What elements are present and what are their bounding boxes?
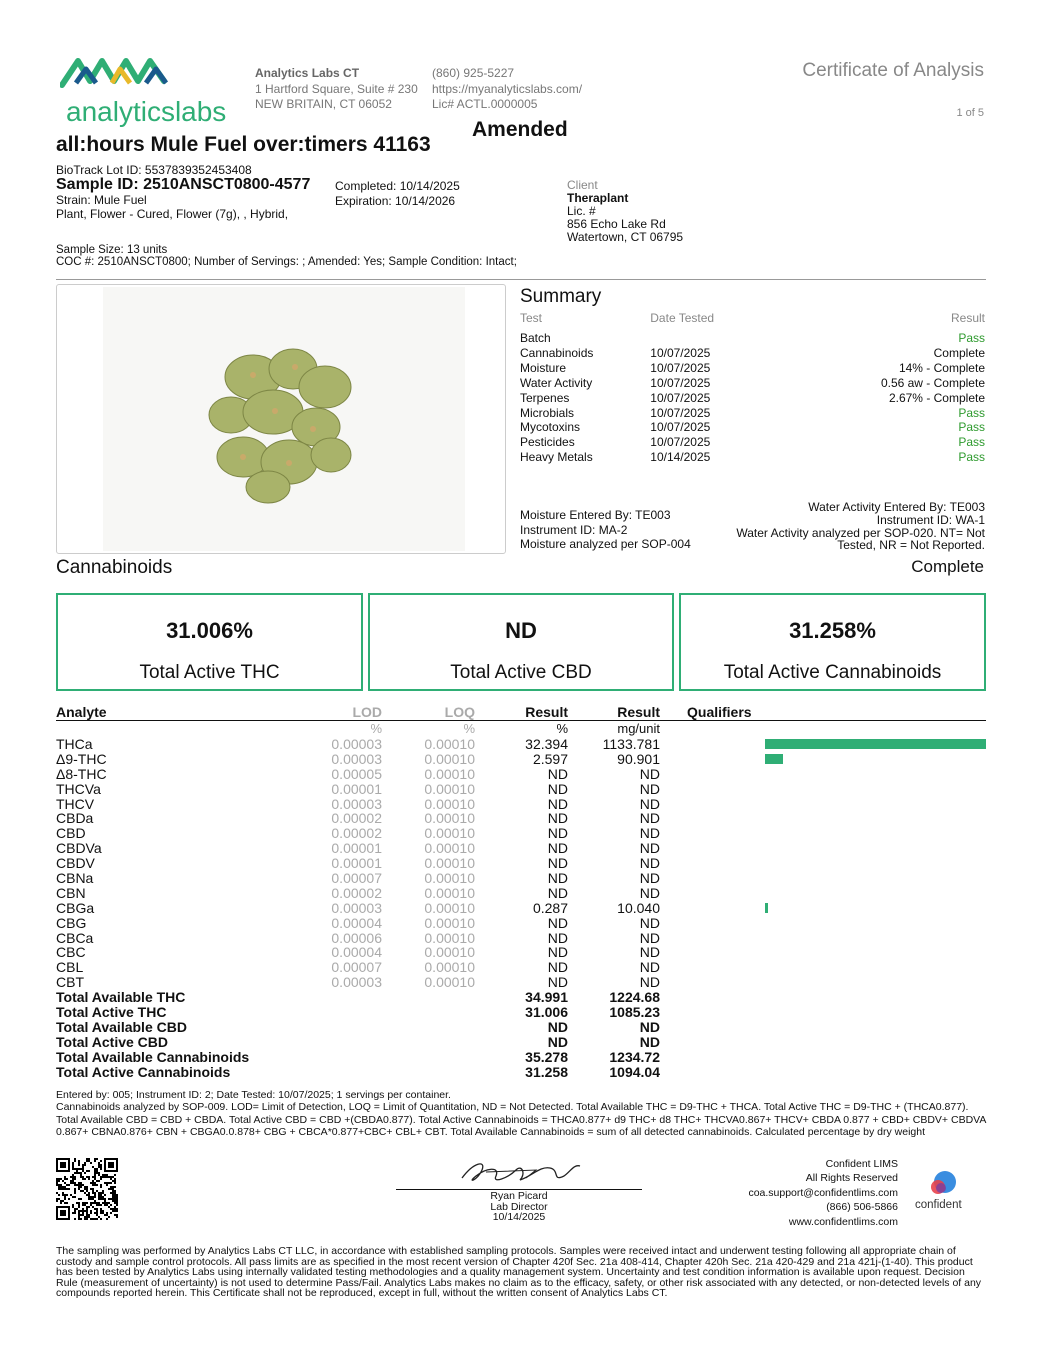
analyte-loq: 0.00010: [424, 750, 475, 767]
total-result-pct: ND: [547, 1033, 568, 1050]
analyte-result-mg: ND: [639, 929, 660, 946]
analyte-name: Δ8-THC: [56, 765, 107, 782]
total-active-cannabinoids-label: Total Active Cannabinoids: [723, 662, 942, 683]
analyte-lod: 0.00002: [331, 810, 382, 827]
total-result-pct: 35.278: [525, 1048, 568, 1065]
summary-date: 10/07/2025: [650, 420, 711, 435]
signer-name: Ryan Picard: [490, 1190, 548, 1202]
sample-dates: [335, 179, 460, 208]
total-result-pct: ND: [547, 1018, 568, 1035]
sample-details: [56, 194, 288, 221]
analyte-lod: 0.00007: [331, 870, 382, 887]
analyte-result-pct: ND: [547, 780, 568, 797]
summary-row: [520, 450, 985, 465]
analyte-row: [56, 975, 986, 990]
unit-lod: %: [370, 721, 382, 736]
summary-result: Pass: [958, 450, 985, 465]
signer-title: Lab Director: [490, 1200, 548, 1213]
analyte-row: [56, 826, 986, 841]
total-active-cbd-box: [368, 593, 674, 691]
moisture-entered-by: Moisture Entered By: TE003: [520, 508, 671, 522]
analyte-row: [56, 886, 986, 901]
analyte-result-pct: ND: [547, 929, 568, 946]
summary-table: [520, 311, 985, 465]
analyte-result-mg: 1133.781: [602, 736, 660, 752]
summary-header-test: Test: [520, 311, 543, 325]
total-result-pct: 31.006: [525, 1004, 568, 1021]
col-analyte: Analyte: [56, 704, 107, 720]
analyte-name: CBGa: [56, 899, 95, 916]
document-title: Certificate of Analysis: [802, 60, 984, 81]
lab-address-2: NEW BRITAIN, CT 06052: [255, 97, 392, 111]
summary-date: 10/07/2025: [650, 360, 711, 375]
lims-name: Confident LIMS: [825, 1158, 898, 1170]
summary-test: Batch: [520, 331, 551, 345]
lab-info: [255, 66, 418, 113]
lims-info: [748, 1157, 898, 1229]
total-result-mg: ND: [639, 1033, 660, 1050]
col-loq: LOQ: [444, 704, 475, 720]
total-result-pct: 31.258: [525, 1063, 568, 1080]
signer-date: 10/14/2025: [492, 1211, 546, 1223]
summary-test: Microbials: [520, 405, 575, 420]
total-name: Total Available THC: [56, 989, 186, 1006]
analyte-result-mg: 10.040: [617, 899, 660, 916]
summary-test: Cannabinoids: [520, 345, 594, 360]
analyte-loq: 0.00010: [424, 855, 475, 872]
moisture-info: [520, 508, 691, 552]
client-address-1: 856 Echo Lake Rd: [567, 217, 666, 231]
analyte-result-pct: ND: [547, 944, 568, 961]
analyte-result-mg: ND: [639, 870, 660, 887]
analyte-row: [56, 797, 986, 812]
analyte-name: THCa: [56, 736, 93, 752]
analyte-result-pct: ND: [547, 959, 568, 976]
total-result-mg: 1224.68: [609, 989, 660, 1006]
unit-loq: %: [463, 721, 475, 736]
analyte-name: CBDa: [56, 810, 94, 827]
analyte-row: [56, 901, 986, 916]
client-name: Theraplant: [567, 191, 629, 205]
analyte-result-pct: 0.287: [532, 899, 568, 916]
analyte-row: [56, 752, 986, 767]
summary-row: [520, 376, 985, 391]
summary-test: Heavy Metals: [520, 450, 593, 465]
analyte-lod: 0.00006: [331, 929, 382, 946]
lab-phone: (860) 925-5227: [432, 66, 515, 80]
analyte-result-mg: ND: [639, 765, 660, 782]
summary-date: 10/07/2025: [650, 405, 711, 420]
analyte-result-mg: ND: [639, 884, 660, 901]
analyte-row: [56, 811, 986, 826]
matrix: Plant, Flower - Cured, Flower (7g), , Hybrid,: [56, 206, 289, 221]
analyte-row: [56, 767, 986, 782]
analyte-name: CBC: [56, 944, 86, 961]
analyte-result-pct: ND: [547, 855, 568, 872]
analyte-result-pct: 2.597: [532, 750, 568, 767]
cannabinoids-status: Complete: [911, 557, 984, 576]
analyte-result-mg: ND: [639, 944, 660, 961]
amended-label: Amended: [472, 118, 568, 141]
analyte-loq: 0.00010: [424, 959, 475, 976]
product-image: [103, 287, 465, 551]
analyte-row: [56, 782, 986, 797]
total-active-thc-box: [56, 593, 363, 691]
analyte-lod: 0.00001: [331, 840, 382, 857]
analyte-result-pct: ND: [547, 795, 568, 812]
analyte-loq: 0.00010: [424, 870, 475, 887]
analyte-row: [56, 856, 986, 871]
analyte-row: [56, 841, 986, 856]
lot-id: BioTrack Lot ID: 5537839352453408: [56, 163, 252, 177]
disclaimer: The sampling was performed by Analytics Labs CT LLC, in accordance with established sampling protocols. Samples were received intact and underwent testing following all appropriate chain of custody and sample control protocols. All pass limits are as specified in the most recent version of Chapter 420f Sec. 21a 408-414, Chapter 420h Sec. 21a 420-429 and 21a 421j-(1-40). This product has been tested by Analytics Labs using internally validated testing methodologies and a quality management system. Uncertainty and test condition information is available upon request. Decision Rule (measurement of uncertainty) is not used to determine Pass/Fail. Analytics Labs makes no claim as to the efficacy, safety, or other risk associated with any detected, or non-detected levels of any compounds reported herein. This Certificate shall not be reproduced, except in full, without the written consent of Analytics Labs CT.: [56, 1245, 982, 1300]
analyte-lod: 0.00005: [331, 765, 382, 782]
col-result-mg: Result: [617, 704, 660, 720]
summary-result: Pass: [958, 435, 985, 450]
analyte-lod: 0.00003: [331, 795, 382, 812]
total-row: [56, 990, 986, 1005]
summary-date: 10/07/2025: [650, 390, 711, 405]
wa-instrument: Instrument ID: WA-1: [876, 512, 985, 527]
summary-result: 14% - Complete: [898, 360, 985, 375]
analyte-result-pct: ND: [547, 840, 568, 857]
confident-wordmark: confident: [915, 1199, 962, 1211]
total-name: Total Active CBD: [56, 1033, 169, 1050]
wa-sop-2: Tested, NR = Not Reported.: [837, 538, 985, 553]
summary-result: Complete: [933, 345, 985, 360]
analyte-table-body: [56, 737, 986, 1079]
total-row: [56, 1035, 986, 1050]
sample-size: Sample Size: 13 units: [56, 244, 168, 256]
analyte-result-pct: ND: [547, 765, 568, 782]
summary-title: Summary: [520, 286, 602, 307]
summary-date: 10/07/2025: [650, 345, 711, 360]
analyte-lod: 0.00004: [331, 944, 382, 961]
total-row: [56, 1065, 986, 1080]
summary-test: Moisture: [520, 360, 567, 375]
analyte-lod: 0.00001: [331, 855, 382, 872]
analyte-loq: 0.00010: [424, 736, 475, 752]
analyte-name: CBNa: [56, 870, 94, 887]
summary-test: Pesticides: [520, 435, 575, 450]
analyte-loq: 0.00010: [424, 884, 475, 901]
sample-size-info: [56, 244, 517, 268]
lab-address-1: 1 Hartford Square, Suite # 230: [255, 81, 418, 96]
summary-row: [520, 435, 985, 450]
summary-header-result: Result: [950, 311, 985, 325]
analyte-name: CBCa: [56, 929, 94, 946]
summary-date: 10/07/2025: [650, 435, 711, 450]
product-image-frame: [56, 284, 506, 554]
summary-row: [520, 406, 985, 421]
total-row: [56, 1050, 986, 1065]
summary-result: 2.67% - Complete: [888, 390, 985, 405]
analyte-result-mg: ND: [639, 914, 660, 931]
total-active-thc-value: 31.006%: [166, 618, 253, 643]
signature-image: [456, 1156, 586, 1190]
notes-method: Cannabinoids analyzed by SOP-009. LOD= Limit of Detection, LOQ = Limit of Quantitation, ND = Not Detected. Total Available THC = D9-THC + THCA. Total Active THC = D9-THC + (THCA0.877). Total Available CBD = CBD + CBDA. Total Active CBD = CBD +(CBDA0.877). Total Active Cannabinoids = THCA0.877+ d9 THC+ d8 THC+ THCVA0.867+ THCV+ CBDA 0.877 + CBD+ CBDV+ CBDVA 0.867+ CBNA0.876+ CBN + CBGA0.0.878+ CBG + CBCA*0.877+CBC+ CBL+ CBT. Total Available Cannabinoids = sum of all detected cannabinoids. Calculated percentage by dry weight: [56, 1101, 986, 1138]
completed-date: Completed: 10/14/2025: [335, 179, 460, 193]
analyte-name: THCVa: [56, 780, 101, 797]
analyte-loq: 0.00010: [424, 825, 475, 842]
analyte-result-mg: ND: [639, 795, 660, 812]
analyte-name: CBL: [56, 959, 84, 976]
strain: Strain: Mule Fuel: [56, 193, 147, 207]
analyte-lod: 0.00002: [331, 825, 382, 842]
col-lod: LOD: [352, 704, 382, 720]
total-active-cannabinoids-value: 31.258%: [789, 618, 876, 643]
analyte-lod: 0.00003: [331, 974, 382, 991]
analyte-lod: 0.00003: [331, 736, 382, 752]
summary-row: [520, 361, 985, 376]
analyte-name: CBDVa: [56, 840, 102, 857]
signer-info: [396, 1191, 642, 1223]
lab-name: Analytics Labs CT: [255, 66, 360, 80]
total-result-mg: 1094.04: [609, 1063, 660, 1080]
client-address-2: Watertown, CT 06795: [567, 230, 684, 244]
analyte-result-pct: ND: [547, 870, 568, 887]
analyte-lod: 0.00007: [331, 959, 382, 976]
svg-text:analyticslabs: analyticslabs: [66, 96, 227, 127]
total-active-cannabinoids-box: [679, 593, 986, 691]
analyte-table-header: [56, 704, 986, 721]
analyte-result-mg: ND: [639, 840, 660, 857]
summary-date: [650, 331, 800, 346]
col-result-pct: Result: [525, 704, 568, 720]
analyte-row: [56, 737, 986, 752]
unit-result-mg: mg/unit: [617, 721, 660, 736]
cannabinoids-title: Cannabinoids: [56, 557, 173, 578]
summary-row: [520, 331, 985, 346]
total-name: Total Available CBD: [56, 1018, 187, 1035]
analytics-labs-logo: [60, 55, 240, 130]
analyte-result-pct: ND: [547, 884, 568, 901]
product-title: all:hours Mule Fuel over:timers 41163: [56, 133, 431, 156]
analyte-result-mg: ND: [639, 825, 660, 842]
analyte-loq: 0.00010: [424, 840, 475, 857]
summary-result: Pass: [958, 331, 985, 345]
sample-id: Sample ID: 2510ANSCT0800-4577: [56, 176, 311, 193]
analyte-result-pct: ND: [547, 974, 568, 991]
total-name: Total Active Cannabinoids: [56, 1063, 231, 1080]
summary-test: Terpenes: [520, 390, 570, 405]
analyte-result-mg: 90.901: [617, 750, 660, 767]
analyte-lod: 0.00001: [331, 780, 382, 797]
water-activity-info: [695, 501, 985, 552]
summary-date: 10/07/2025: [650, 375, 711, 390]
analyte-loq: 0.00010: [424, 899, 475, 916]
coc-info: COC #: 2510ANSCT0800; Number of Servings: ; Amended: Yes; Sample Condition: Intact;: [56, 256, 517, 268]
analyte-loq: 0.00010: [424, 765, 475, 782]
lims-phone: (866) 506-5866: [826, 1201, 898, 1214]
analyte-name: CBDV: [56, 855, 95, 872]
lab-website[interactable]: https://myanalyticslabs.com/: [432, 81, 583, 96]
analyte-row: [56, 871, 986, 886]
analyte-row: [56, 931, 986, 946]
lab-contact: [432, 66, 582, 113]
analyte-name: Δ9-THC: [56, 750, 107, 767]
method-notes: [56, 1089, 986, 1138]
total-result-pct: 34.991: [525, 989, 568, 1006]
total-name: Total Available Cannabinoids: [56, 1048, 250, 1065]
total-active-thc-label: Total Active THC: [139, 662, 280, 683]
wa-sop-1: Water Activity analyzed per SOP-020. NT= Not: [736, 525, 985, 540]
summary-date: 10/14/2025: [650, 450, 711, 465]
page-number: 1 of 5: [956, 107, 984, 119]
summary-result: Pass: [958, 405, 985, 420]
lab-license: Lic# ACTL.0000005: [432, 97, 538, 111]
total-result-mg: 1085.23: [609, 1004, 660, 1021]
analyte-result-mg: ND: [639, 780, 660, 797]
analyte-lod: 0.00002: [331, 884, 382, 901]
unit-result-pct: %: [556, 721, 568, 736]
total-active-cbd-value: ND: [505, 618, 537, 643]
client-license: Lic. #: [567, 204, 596, 218]
summary-header-date: Date Tested: [650, 311, 715, 325]
analyte-bar: [765, 903, 768, 913]
analyte-result-mg: ND: [639, 855, 660, 872]
analyte-row: [56, 945, 986, 960]
analyte-result-pct: ND: [547, 810, 568, 827]
analyte-name: CBD: [56, 825, 86, 842]
analyte-loq: 0.00010: [424, 810, 475, 827]
lims-email[interactable]: coa.support@confidentlims.com: [748, 1186, 898, 1199]
analyte-result-mg: ND: [639, 810, 660, 827]
total-result-mg: 1234.72: [609, 1048, 660, 1065]
analyte-loq: 0.00010: [424, 914, 475, 931]
total-name: Total Active THC: [56, 1004, 167, 1021]
lims-website[interactable]: www.confidentlims.com: [788, 1215, 898, 1228]
summary-row: [520, 346, 985, 361]
divider: [56, 279, 986, 280]
moisture-instrument: Instrument ID: MA-2: [520, 522, 628, 537]
analyte-row: [56, 960, 986, 975]
summary-result: Pass: [958, 420, 985, 435]
summary-row: [520, 420, 985, 435]
summary-result: 0.56 aw - Complete: [880, 375, 985, 390]
client-label: Client: [567, 178, 598, 192]
analyte-bar: [765, 739, 986, 749]
analyte-lod: 0.00003: [331, 899, 382, 916]
analyte-loq: 0.00010: [424, 795, 475, 812]
total-active-cbd-label: Total Active CBD: [450, 662, 592, 683]
total-result-mg: ND: [639, 1018, 660, 1035]
analyte-result-pct: ND: [547, 825, 568, 842]
moisture-sop: Moisture analyzed per SOP-004: [520, 537, 691, 551]
analyte-bar: [765, 754, 783, 764]
total-row: [56, 1005, 986, 1020]
wa-entered-by: Water Activity Entered By: TE003: [808, 500, 985, 514]
analyte-loq: 0.00010: [424, 780, 475, 797]
analyte-name: CBG: [56, 914, 87, 931]
qr-code[interactable]: [56, 1158, 118, 1220]
analyte-result-mg: ND: [639, 959, 660, 976]
notes-entry: Entered by: 005; Instrument ID: 2; Date Tested: 10/07/2025; 1 servings per container.: [56, 1089, 451, 1101]
summary-row: [520, 391, 985, 406]
analyte-lod: 0.00004: [331, 914, 382, 931]
summary-test: Mycotoxins: [520, 420, 581, 435]
expiration-date: Expiration: 10/14/2026: [335, 193, 456, 208]
analyte-result-pct: ND: [547, 914, 568, 931]
summary-test: Water Activity: [520, 375, 593, 390]
analyte-name: THCV: [56, 795, 95, 812]
analyte-loq: 0.00010: [424, 974, 475, 991]
analyte-loq: 0.00010: [424, 944, 475, 961]
analyte-result-pct: 32.394: [525, 736, 568, 752]
analyte-name: CBT: [56, 974, 84, 991]
lims-rights: All Rights Reserved: [805, 1172, 898, 1185]
analyte-result-mg: ND: [639, 974, 660, 991]
total-row: [56, 1020, 986, 1035]
client-info: [567, 179, 683, 244]
analyte-lod: 0.00003: [331, 750, 382, 767]
col-qualifiers: Qualifiers: [687, 704, 752, 720]
analyte-name: CBN: [56, 884, 86, 901]
analyte-loq: 0.00010: [424, 929, 475, 946]
analyte-row: [56, 916, 986, 931]
